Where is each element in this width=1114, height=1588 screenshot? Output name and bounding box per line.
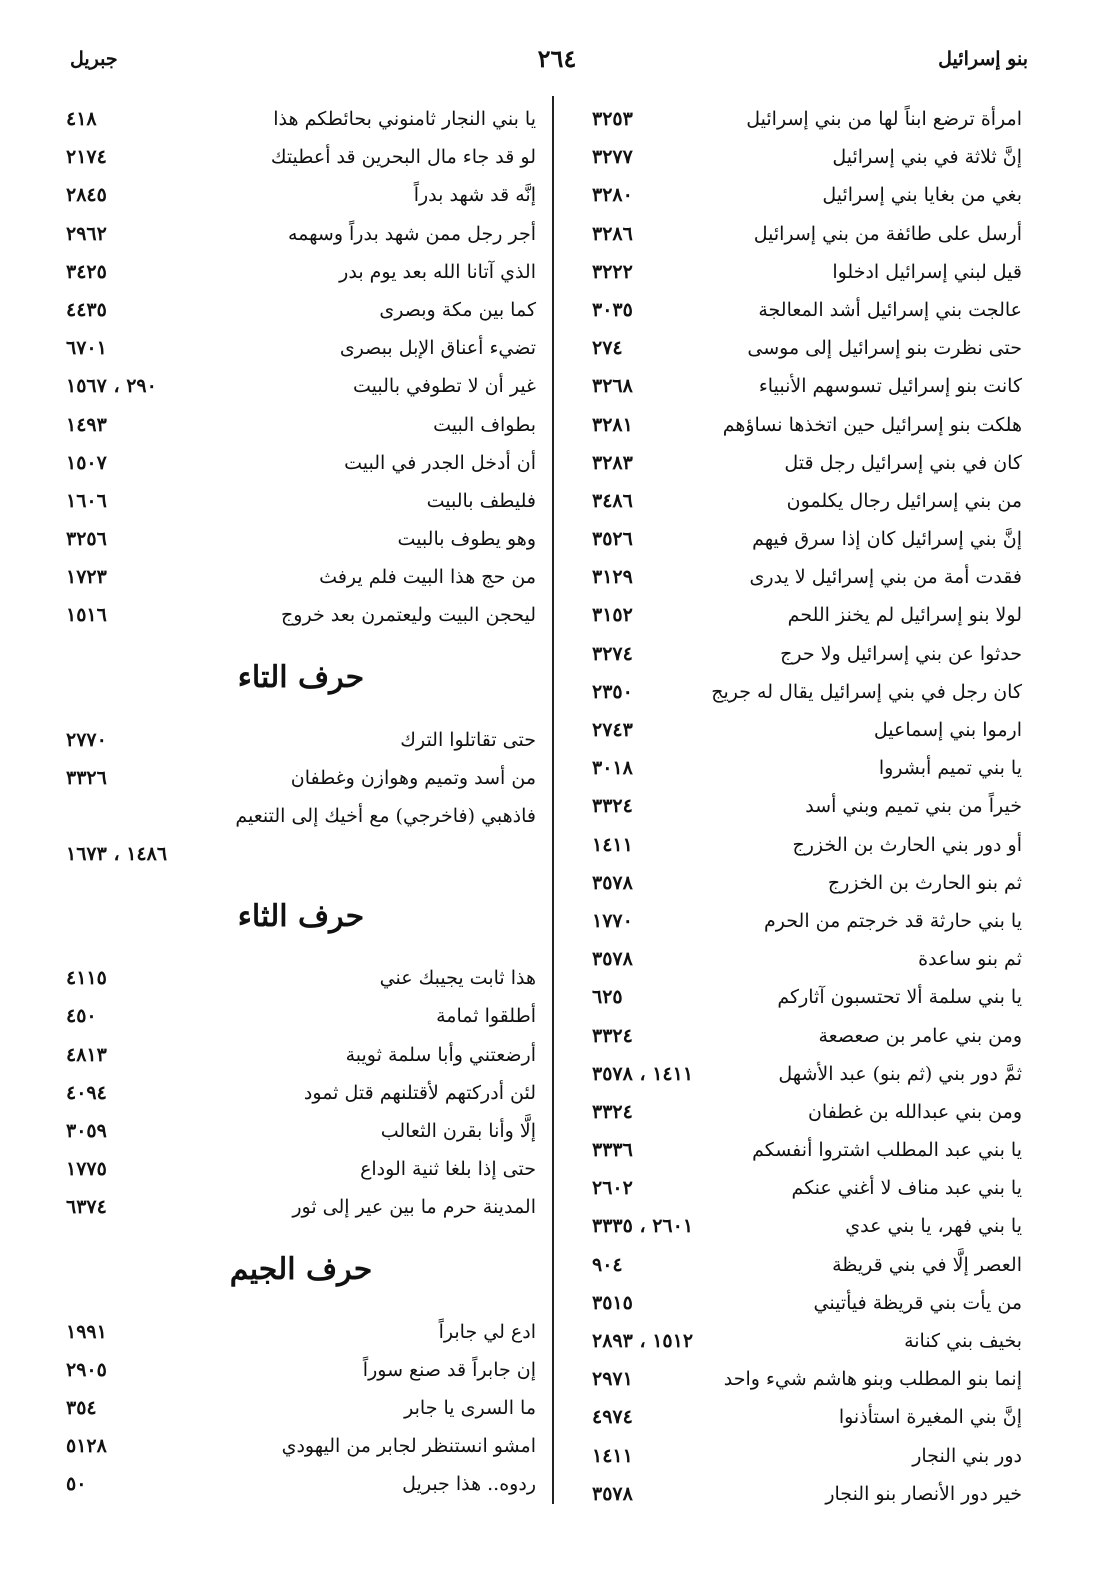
entry-text: غير أن لا تطوفي بالبيت — [353, 375, 536, 398]
index-entry — [592, 1055, 1022, 1093]
entry-text: أرسل على طائفة من بني إسرائيل — [753, 222, 1022, 245]
entry-text: الذي آتانا الله بعد يوم بدر — [339, 260, 536, 283]
entry-text: يا بني حارثة قد خرجتم من الحرم — [764, 909, 1022, 932]
entry-number: ٣٢٨٠ — [592, 184, 633, 207]
entry-number: ٢٧٧٠ — [66, 728, 107, 751]
entry-text: حتى نظرت بنو إسرائيل إلى موسى — [747, 337, 1022, 360]
entry-number: ٤٥٠ — [66, 1005, 97, 1028]
entry-number: ١٥٠٧ — [66, 451, 107, 474]
entry-number: ٤١٨ — [66, 108, 97, 130]
index-entry — [66, 1313, 536, 1351]
entry-text: ومن بني عامر بن صعصعة — [818, 1024, 1022, 1047]
index-entry — [592, 1322, 1022, 1360]
entry-number: ١٧٧٠ — [592, 909, 633, 932]
index-entry — [592, 100, 1022, 138]
index-entry — [592, 940, 1022, 978]
entry-text: كانت بنو إسرائيل تسوسهم الأنبياء — [758, 375, 1022, 398]
index-entry — [66, 1074, 536, 1112]
index-entry — [592, 978, 1022, 1016]
index-entry — [592, 596, 1022, 634]
index-entry — [592, 176, 1022, 214]
entry-text: لو قد جاء مال البحرين قد أعطيتك — [270, 146, 536, 169]
entry-text: لئن أدركتهم لأقتلنهم قتل ثمود — [303, 1081, 536, 1104]
entry-number: ٣٤٨٦ — [592, 489, 633, 512]
entry-text: إنَّ بني إسرائيل كان إذا سرق فيهم — [752, 528, 1022, 551]
entry-number: ٤٩٧٤ — [592, 1406, 633, 1429]
entry-text: هلكت بنو إسرائيل حين اتخذها نساؤهم — [722, 413, 1022, 436]
index-entry — [592, 711, 1022, 749]
entry-number: ٢٩٧١ — [592, 1368, 633, 1391]
index-entry — [66, 1465, 536, 1503]
entry-text: أرضعتني وأبا سلمة ثويبة — [345, 1043, 536, 1066]
entry-number: ٤٤٣٥ — [66, 298, 107, 321]
entry-text: بغي من بغايا بني إسرائيل — [822, 184, 1022, 207]
section-heading: حرف التاء — [237, 660, 365, 696]
entry-text: وهو يطوف بالبيت — [397, 528, 536, 551]
index-entry — [592, 482, 1022, 520]
entry-number: ٣٥٧٨ — [592, 871, 633, 894]
index-entry — [592, 138, 1022, 176]
entry-text: أطلقوا ثمامة — [436, 1005, 536, 1028]
index-entry — [66, 291, 536, 329]
entry-text: خير دور الأنصار بنو النجار — [825, 1482, 1022, 1505]
section-heading: حرف الجيم — [229, 1252, 373, 1287]
entry-number: ٣٢٨١ — [592, 413, 633, 436]
entry-text: العصر إلَّا في بني قريظة — [832, 1253, 1022, 1276]
entry-number: ٦٣٧٤ — [66, 1196, 107, 1219]
entry-text: قيل لبني إسرائيل ادخلوا — [832, 260, 1022, 283]
entry-number: ٦٧٠١ — [66, 337, 107, 360]
index-entry — [592, 215, 1022, 253]
index-entry — [66, 1389, 536, 1427]
entry-number: ٣٢٨٦ — [592, 222, 633, 245]
entry-number: ٤٨١٣ — [66, 1043, 107, 1066]
index-entry — [592, 520, 1022, 558]
entry-number: ٣٢٨٣ — [592, 451, 633, 474]
index-entry — [592, 1398, 1022, 1436]
entry-number: ٢١٧٤ — [66, 146, 107, 169]
index-entry — [592, 1360, 1022, 1398]
entry-number: ١٤١١ ، ٣٥٧٨ — [592, 1062, 694, 1085]
entry-number: ١٤١١ — [592, 833, 633, 856]
entry-number: ٢٦٠١ ، ٣٣٣٥ — [592, 1215, 694, 1238]
entry-text: أو دور بني الحارث بن الخزرج — [792, 833, 1022, 856]
entry-number: ٢٩٦٢ — [66, 222, 107, 245]
entry-number: ٢٣٥٠ — [592, 680, 633, 703]
entry-number: ١٤٩٣ — [66, 413, 107, 436]
entry-text: ما السرى يا جابر — [404, 1396, 536, 1419]
index-entry — [592, 367, 1022, 405]
index-entry — [592, 864, 1022, 902]
index-entry — [592, 1017, 1022, 1055]
entry-text: إنَّ بني المغيرة استأذنوا — [838, 1406, 1022, 1429]
index-entry — [592, 291, 1022, 329]
entry-text: بخيف بني كنانة — [904, 1330, 1022, 1352]
entry-text: يا بني تميم أبشروا — [878, 757, 1022, 780]
index-entry — [66, 558, 536, 596]
index-entry — [592, 253, 1022, 291]
entry-text: يا بني عبد مناف لا أغني عنكم — [791, 1177, 1022, 1200]
index-entry — [592, 558, 1022, 596]
index-entry — [66, 1188, 536, 1226]
index-entry — [592, 787, 1022, 825]
entry-number: ٣٣٢٦ — [66, 766, 107, 789]
index-entry — [66, 176, 536, 214]
entry-number: ٢٨٤٥ — [66, 184, 107, 207]
entry-number: ٢٧٤ — [592, 337, 623, 360]
entry-number: ٣٣٢٤ — [592, 1100, 633, 1123]
index-entry — [66, 253, 536, 291]
index-entry — [592, 444, 1022, 482]
entry-text: هذا ثابت يجيبك عني — [379, 967, 536, 990]
entry-text: ليحجن البيت وليعتمرن بعد خروج — [281, 604, 536, 627]
entry-number: ٣٥٧٨ — [592, 948, 633, 971]
index-entry — [66, 1351, 536, 1389]
entry-text: يا بني النجار ثامنوني بحائطكم هذا — [273, 108, 536, 130]
index-entry — [66, 100, 536, 138]
left-column — [66, 100, 536, 1503]
entry-number: ١٦٠٦ — [66, 489, 107, 512]
index-entry — [592, 329, 1022, 367]
entry-number: ٣٥٢٦ — [592, 528, 633, 551]
index-entry — [66, 1150, 536, 1188]
page-header — [70, 44, 1044, 84]
entry-text: من حج هذا البيت فلم يرفث — [319, 566, 536, 589]
index-entry — [592, 1284, 1022, 1322]
entry-text: حتى تقاتلوا الترك — [400, 728, 536, 751]
index-entry — [592, 1169, 1022, 1207]
entry-number: ٣٥١٥ — [592, 1291, 633, 1314]
entry-number: ٥٠ — [66, 1473, 87, 1496]
index-entry — [66, 520, 536, 558]
index-entry — [66, 138, 536, 176]
entry-number: ٢٩٠٥ — [66, 1358, 107, 1381]
entry-number: ٣٢٢٢ — [592, 260, 633, 283]
entry-text: فليطف بالبيت — [426, 489, 536, 512]
entry-text: أن أدخل الجدر في البيت — [344, 451, 536, 474]
index-entry — [592, 1437, 1022, 1475]
entry-text: امشو انستنظر لجابر من اليهودي — [281, 1435, 536, 1458]
entry-number: ٣٠٣٥ — [592, 298, 633, 321]
entry-text: يا بني فهر، يا بني عدي — [845, 1215, 1022, 1238]
entry-number: ٤٠٩٤ — [66, 1081, 107, 1104]
index-entry — [66, 1112, 536, 1150]
index-entry — [592, 1207, 1022, 1245]
entry-text: كان في بني إسرائيل رجل قتل — [784, 451, 1022, 474]
entry-text: من بني إسرائيل رجال يكلمون — [786, 489, 1022, 512]
right-column — [592, 100, 1022, 1513]
entry-text: ثم بنو الحارث بن الخزرج — [827, 871, 1022, 894]
entry-number: ٤١١٥ — [66, 967, 107, 990]
entry-number: ٣٢٦٨ — [592, 375, 633, 398]
entry-text: فقدت أمة من بني إسرائيل لا يدرى — [749, 566, 1022, 589]
entry-number: ٣٤٢٥ — [66, 260, 107, 283]
index-entry — [592, 826, 1022, 864]
entry-text: إلَّا وأنا بقرن الثعالب — [380, 1119, 536, 1142]
entry-text: إن جابراً قد صنع سوراً — [362, 1358, 536, 1381]
entry-number: ٣٠١٨ — [592, 757, 633, 780]
entry-number: ٣٠٥٩ — [66, 1119, 107, 1142]
entry-number: ٢٩٠ ، ١٥٦٧ — [66, 375, 157, 398]
entry-text: كان رجل في بني إسرائيل يقال له جريج — [711, 680, 1022, 703]
entry-number: ٣٣٣٦ — [592, 1139, 633, 1162]
entry-text: تضيء أعناق الإبل ببصرى — [339, 337, 536, 360]
index-entry — [592, 902, 1022, 940]
index-entry — [66, 329, 536, 367]
entry-number: ١٧٧٥ — [66, 1158, 107, 1181]
entry-text: حدثوا عن بني إسرائيل ولا حرج — [780, 642, 1022, 665]
index-entry — [592, 1475, 1022, 1513]
index-entry — [66, 482, 536, 520]
index-entry — [592, 1131, 1022, 1169]
index-entry — [592, 1246, 1022, 1284]
entry-text: ثمَّ دور بني (ثم بنو) عبد الأشهل — [778, 1062, 1022, 1085]
index-entry — [66, 721, 536, 759]
index-entry — [66, 759, 536, 797]
page-number: ٢٦٤ — [537, 44, 577, 73]
running-title-left: جبريل — [70, 48, 118, 70]
entry-number: ١٩٩١ — [66, 1320, 107, 1343]
index-entry — [66, 406, 536, 444]
entry-text: من أسد وتميم وهوازن وغطفان — [290, 766, 536, 789]
entry-number: ٣٥٤ — [66, 1396, 97, 1419]
entry-number: ١٧٢٣ — [66, 566, 107, 589]
entry-number: ٣١٢٩ — [592, 566, 633, 589]
entry-number: ١٤١١ — [592, 1444, 633, 1467]
entry-text: إنَّ ثلاثة في بني إسرائيل — [832, 146, 1022, 169]
index-entry — [592, 406, 1022, 444]
entry-text: دور بني النجار — [912, 1444, 1022, 1467]
entry-text: إنَّه قد شهد بدراً — [413, 184, 536, 207]
index-entry — [66, 797, 536, 835]
entry-number: ٩٠٤ — [592, 1253, 623, 1276]
entry-text: يا بني عبد المطلب اشتروا أنفسكم — [752, 1139, 1022, 1162]
entry-text: أجر رجل ممن شهد بدراً وسهمه — [287, 222, 536, 245]
entry-number: ٣٣٢٤ — [592, 795, 633, 818]
entry-number: ٣٣٢٤ — [592, 1024, 633, 1047]
index-entry — [592, 635, 1022, 673]
index-entry — [66, 997, 536, 1035]
index-entry — [66, 215, 536, 253]
entry-text: امرأة ترضع ابناً لها من بني إسرائيل — [746, 108, 1022, 130]
entry-text: ارموا بني إسماعيل — [873, 719, 1022, 741]
index-entry — [66, 367, 536, 405]
entry-text: ادع لي جابراً — [438, 1320, 536, 1343]
entry-text: ردوه.. هذا جبريل — [402, 1473, 536, 1496]
section-heading: حرف الثاء — [237, 898, 365, 934]
index-entry — [66, 444, 536, 482]
entry-number: ٦٢٥ — [592, 986, 623, 1009]
entry-text: إنما بنو المطلب وبنو هاشم شيء واحد — [723, 1368, 1022, 1391]
entry-text: من يأت بني قريظة فيأتيني — [813, 1291, 1022, 1314]
entry-text: خيراً من بني تميم وبني أسد — [805, 795, 1022, 818]
entry-number: ٣٢٧٤ — [592, 642, 633, 665]
entry-number: ٣٢٥٣ — [592, 108, 633, 130]
running-title-right: بنو إسرائيل — [938, 48, 1028, 70]
index-entry — [592, 1093, 1022, 1131]
entry-number: ١٥١٦ — [66, 604, 107, 627]
index-entry — [66, 1036, 536, 1074]
entry-text: يا بني سلمة ألا تحتسبون آثاركم — [777, 986, 1022, 1009]
index-entry — [66, 959, 536, 997]
entry-number: ٣٢٥٦ — [66, 528, 107, 551]
entry-text: بطواف البيت — [433, 413, 536, 436]
entry-text: ومن بني عبدالله بن غطفان — [807, 1100, 1022, 1123]
entry-number: ٢٧٤٣ — [592, 719, 633, 741]
entry-text: ثم بنو ساعدة — [918, 948, 1022, 971]
entry-text: المدينة حرم ما بين عير إلى ثور — [292, 1196, 536, 1219]
index-entry — [66, 596, 536, 634]
entry-number: ٣٢٧٧ — [592, 146, 633, 169]
index-entry — [592, 673, 1022, 711]
index-entry — [66, 1427, 536, 1465]
entry-text: فاذهبي (فاخرجي) مع أخيك إلى التنعيم — [235, 805, 536, 827]
entry-number: ١٥١٢ ، ٢٨٩٣ — [592, 1330, 694, 1352]
index-entry — [592, 749, 1022, 787]
entry-number: ٣٥٧٨ — [592, 1482, 633, 1505]
entry-number-continuation: ١٤٨٦ ، ١٦٧٣ — [66, 843, 168, 866]
entry-text: عالجت بني إسرائيل أشد المعالجة — [758, 298, 1022, 321]
entry-text: حتى إذا بلغا ثنية الوداع — [360, 1158, 536, 1181]
entry-number: ٥١٢٨ — [66, 1435, 107, 1458]
entry-number: ٣١٥٢ — [592, 604, 633, 627]
entry-number: ٢٦٠٢ — [592, 1177, 633, 1200]
entry-text: كما بين مكة وبصرى — [379, 298, 536, 321]
entry-text: لولا بنو إسرائيل لم يخنز اللحم — [787, 604, 1022, 627]
column-divider — [552, 96, 554, 1504]
